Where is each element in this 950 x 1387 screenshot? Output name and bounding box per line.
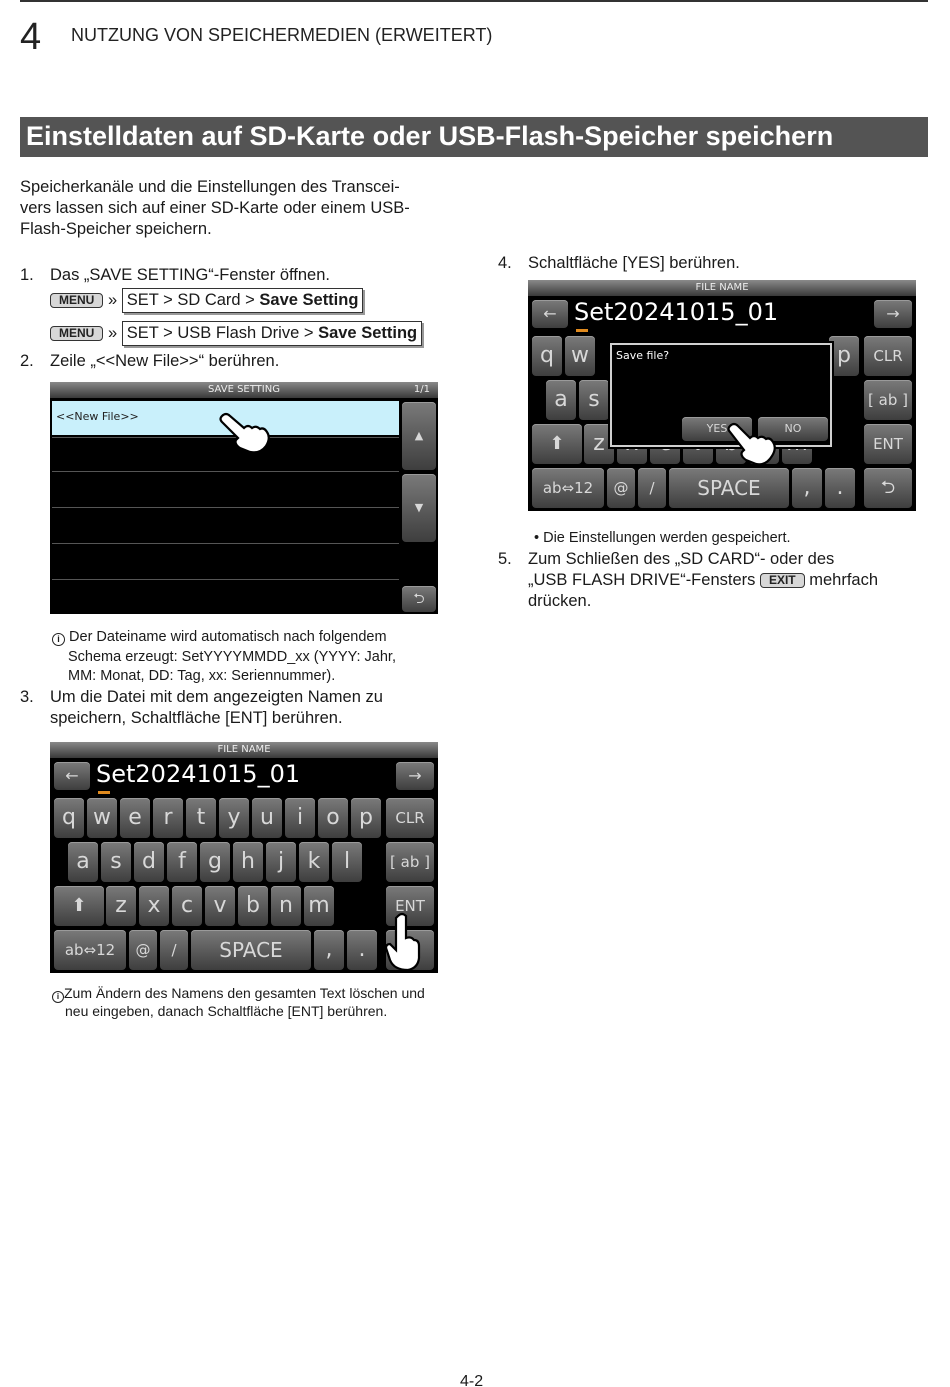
step-line: speichern, Schaltfläche [ENT] berühren.: [50, 709, 343, 727]
key-p[interactable]: p: [829, 336, 859, 376]
filename-field[interactable]: Set20241015_01: [574, 298, 779, 326]
key-q[interactable]: q: [532, 336, 562, 376]
step-line: Zum Schließen des „SD CARD“- oder des: [528, 550, 835, 568]
row-divider: [52, 507, 399, 508]
back-button[interactable]: ⮌: [864, 468, 912, 508]
space-button[interactable]: SPACE: [669, 468, 789, 508]
file-name-screen: [50, 742, 438, 973]
key-at[interactable]: @: [607, 468, 635, 508]
step-number: 5.: [498, 550, 512, 568]
key-slash[interactable]: /: [160, 930, 188, 970]
cursor-left-button[interactable]: ←: [532, 300, 568, 328]
step-2-text: Zeile „<<New File>>“ berühren.: [50, 352, 280, 370]
scroll-down-button[interactable]: ▼: [402, 474, 436, 542]
shift-button[interactable]: ⬆: [54, 886, 104, 926]
step-number: 3.: [20, 688, 34, 706]
key-u[interactable]: u: [252, 798, 282, 838]
path-target: Save Setting: [259, 291, 359, 309]
key-f[interactable]: f: [167, 842, 197, 882]
path-separator: »: [107, 324, 118, 342]
step-line-part: mehrfach: [804, 571, 879, 589]
chapter-number: 4: [20, 16, 42, 58]
scroll-up-button[interactable]: ▲: [402, 402, 436, 470]
key-l[interactable]: l: [332, 842, 362, 882]
key-x[interactable]: x: [139, 886, 169, 926]
note-line: MM: Monat, DD: Tag, xx: Seriennummer).: [68, 668, 336, 684]
pointing-hand-icon: [218, 410, 274, 456]
case-toggle-button[interactable]: [ ab ]: [864, 380, 912, 420]
key-m[interactable]: m: [304, 886, 334, 926]
path-separator: »: [107, 291, 118, 309]
path-target: Save Setting: [318, 324, 418, 342]
note-line: Zum Ändern des Namens den gesamten Text löschen und: [64, 985, 425, 1001]
intro-line: vers lassen sich auf einer SD-Karte oder einem USB-: [20, 199, 410, 217]
text-cursor: [576, 329, 588, 332]
row-divider: [52, 471, 399, 472]
confirm-screen: [528, 280, 916, 511]
screen-title: SAVE SETTING: [208, 384, 280, 395]
pointing-hand-icon: [384, 912, 422, 972]
key-c[interactable]: c: [172, 886, 202, 926]
key-h[interactable]: h: [233, 842, 263, 882]
intro-line: Flash-Speicher speichern.: [20, 220, 212, 238]
info-icon: i: [52, 633, 65, 646]
menu-key: MENU: [50, 326, 103, 341]
key-a[interactable]: a: [68, 842, 98, 882]
note-2: [52, 985, 425, 1020]
case-toggle-button[interactable]: [ ab ]: [386, 842, 434, 882]
key-dot[interactable]: .: [347, 930, 377, 970]
info-icon: i: [52, 991, 64, 1003]
space-button[interactable]: SPACE: [191, 930, 311, 970]
mode-toggle-button[interactable]: ab⇔12: [54, 930, 126, 970]
key-p[interactable]: p: [351, 798, 381, 838]
step-3-text: [50, 687, 383, 729]
step-line: drücken.: [528, 592, 592, 610]
dialog-message: Save file?: [616, 349, 670, 362]
screen-titlebar: [50, 382, 438, 398]
key-v[interactable]: v: [205, 886, 235, 926]
menu-path-sd: [50, 288, 363, 313]
cursor-right-button[interactable]: →: [396, 762, 434, 790]
back-button[interactable]: ⮌: [402, 586, 436, 612]
key-t[interactable]: t: [186, 798, 216, 838]
path-box-sd: [122, 288, 364, 313]
new-file-row[interactable]: <<New File>>: [52, 401, 399, 435]
path-box-usb: [122, 321, 422, 346]
step-number: 4.: [498, 254, 512, 272]
key-n[interactable]: n: [271, 886, 301, 926]
path-text: SET > SD Card >: [126, 291, 260, 309]
section-title: Einstelldaten auf SD-Karte oder USB-Flash-Speicher speichern: [26, 121, 834, 151]
bullet-dot: •: [534, 530, 540, 546]
step-4-text: Schaltfläche [YES] berühren.: [528, 254, 740, 272]
no-button[interactable]: NO: [758, 417, 828, 441]
row-divider: [52, 543, 399, 544]
save-setting-screen: [50, 382, 438, 614]
screen-titlebar: FILE NAME: [50, 742, 438, 758]
note-1: [52, 628, 396, 687]
key-b[interactable]: b: [238, 886, 268, 926]
step-1-text: Das „SAVE SETTING“-Fenster öffnen.: [50, 266, 330, 284]
menu-path-usb: [50, 321, 422, 346]
shift-button[interactable]: ⬆: [532, 424, 582, 464]
cursor-right-button[interactable]: →: [874, 300, 912, 328]
note-line: Der Dateiname wird automatisch nach folgendem: [69, 629, 387, 645]
key-e[interactable]: e: [120, 798, 150, 838]
step-5-text: [528, 549, 878, 612]
row-divider: [52, 579, 399, 580]
result-bullet: [534, 529, 791, 549]
chapter-title: NUTZUNG VON SPEICHERMEDIEN (ERWEITERT): [71, 25, 493, 45]
key-s[interactable]: s: [101, 842, 131, 882]
path-text: SET > USB Flash Drive >: [126, 324, 319, 342]
key-i[interactable]: i: [285, 798, 315, 838]
key-s[interactable]: s: [579, 380, 609, 420]
filename-field[interactable]: Set20241015_01: [96, 760, 301, 788]
key-z[interactable]: z: [584, 424, 614, 464]
key-comma[interactable]: ,: [792, 468, 822, 508]
key-dot[interactable]: .: [825, 468, 855, 508]
bullet-text: Die Einstellungen werden gespeichert.: [543, 530, 791, 546]
key-q[interactable]: q: [54, 798, 84, 838]
key-slash[interactable]: /: [638, 468, 666, 508]
exit-key: EXIT: [760, 573, 805, 588]
menu-key: MENU: [50, 293, 103, 308]
pointing-hand-icon: [726, 420, 778, 468]
page-indicator: 1/1: [413, 384, 430, 395]
key-g[interactable]: g: [200, 842, 230, 882]
clear-button[interactable]: CLR: [386, 798, 434, 838]
key-a[interactable]: a: [546, 380, 576, 420]
clear-button[interactable]: CLR: [864, 336, 912, 376]
key-comma[interactable]: ,: [314, 930, 344, 970]
note-line: Schema erzeugt: SetYYYYMMDD_xx (YYYY: Jahr,: [68, 648, 396, 665]
key-z[interactable]: z: [106, 886, 136, 926]
key-w[interactable]: w: [565, 336, 595, 376]
step-number: 2.: [20, 352, 34, 370]
key-k[interactable]: k: [299, 842, 329, 882]
yes-button[interactable]: YES: [682, 417, 752, 441]
save-file-dialog: [610, 343, 832, 447]
note-line: neu eingeben, danach Schaltfläche [ENT] berühren.: [65, 1003, 388, 1019]
screen-titlebar: FILE NAME: [528, 280, 916, 296]
intro-text: [20, 177, 410, 240]
key-at[interactable]: @: [129, 930, 157, 970]
top-rule: [20, 0, 928, 2]
text-cursor: [98, 791, 110, 794]
step-line-part: „USB FLASH DRIVE“-Fensters: [528, 571, 760, 589]
cursor-left-button[interactable]: ←: [54, 762, 90, 790]
step-line: Um die Datei mit dem angezeigten Namen zu: [50, 688, 383, 706]
intro-line: Speicherkanäle und die Einstellungen des Transcei-: [20, 178, 400, 196]
key-d[interactable]: d: [134, 842, 164, 882]
key-o[interactable]: o: [318, 798, 348, 838]
key-w[interactable]: w: [87, 798, 117, 838]
enter-button[interactable]: ENT: [386, 886, 434, 926]
step-number: 1.: [20, 266, 34, 284]
section-header: [20, 117, 928, 157]
enter-button[interactable]: ENT: [864, 424, 912, 464]
mode-toggle-button[interactable]: ab⇔12: [532, 468, 604, 508]
key-j[interactable]: j: [266, 842, 296, 882]
page-number: 4-2: [460, 1373, 484, 1387]
key-y[interactable]: y: [219, 798, 249, 838]
key-r[interactable]: r: [153, 798, 183, 838]
